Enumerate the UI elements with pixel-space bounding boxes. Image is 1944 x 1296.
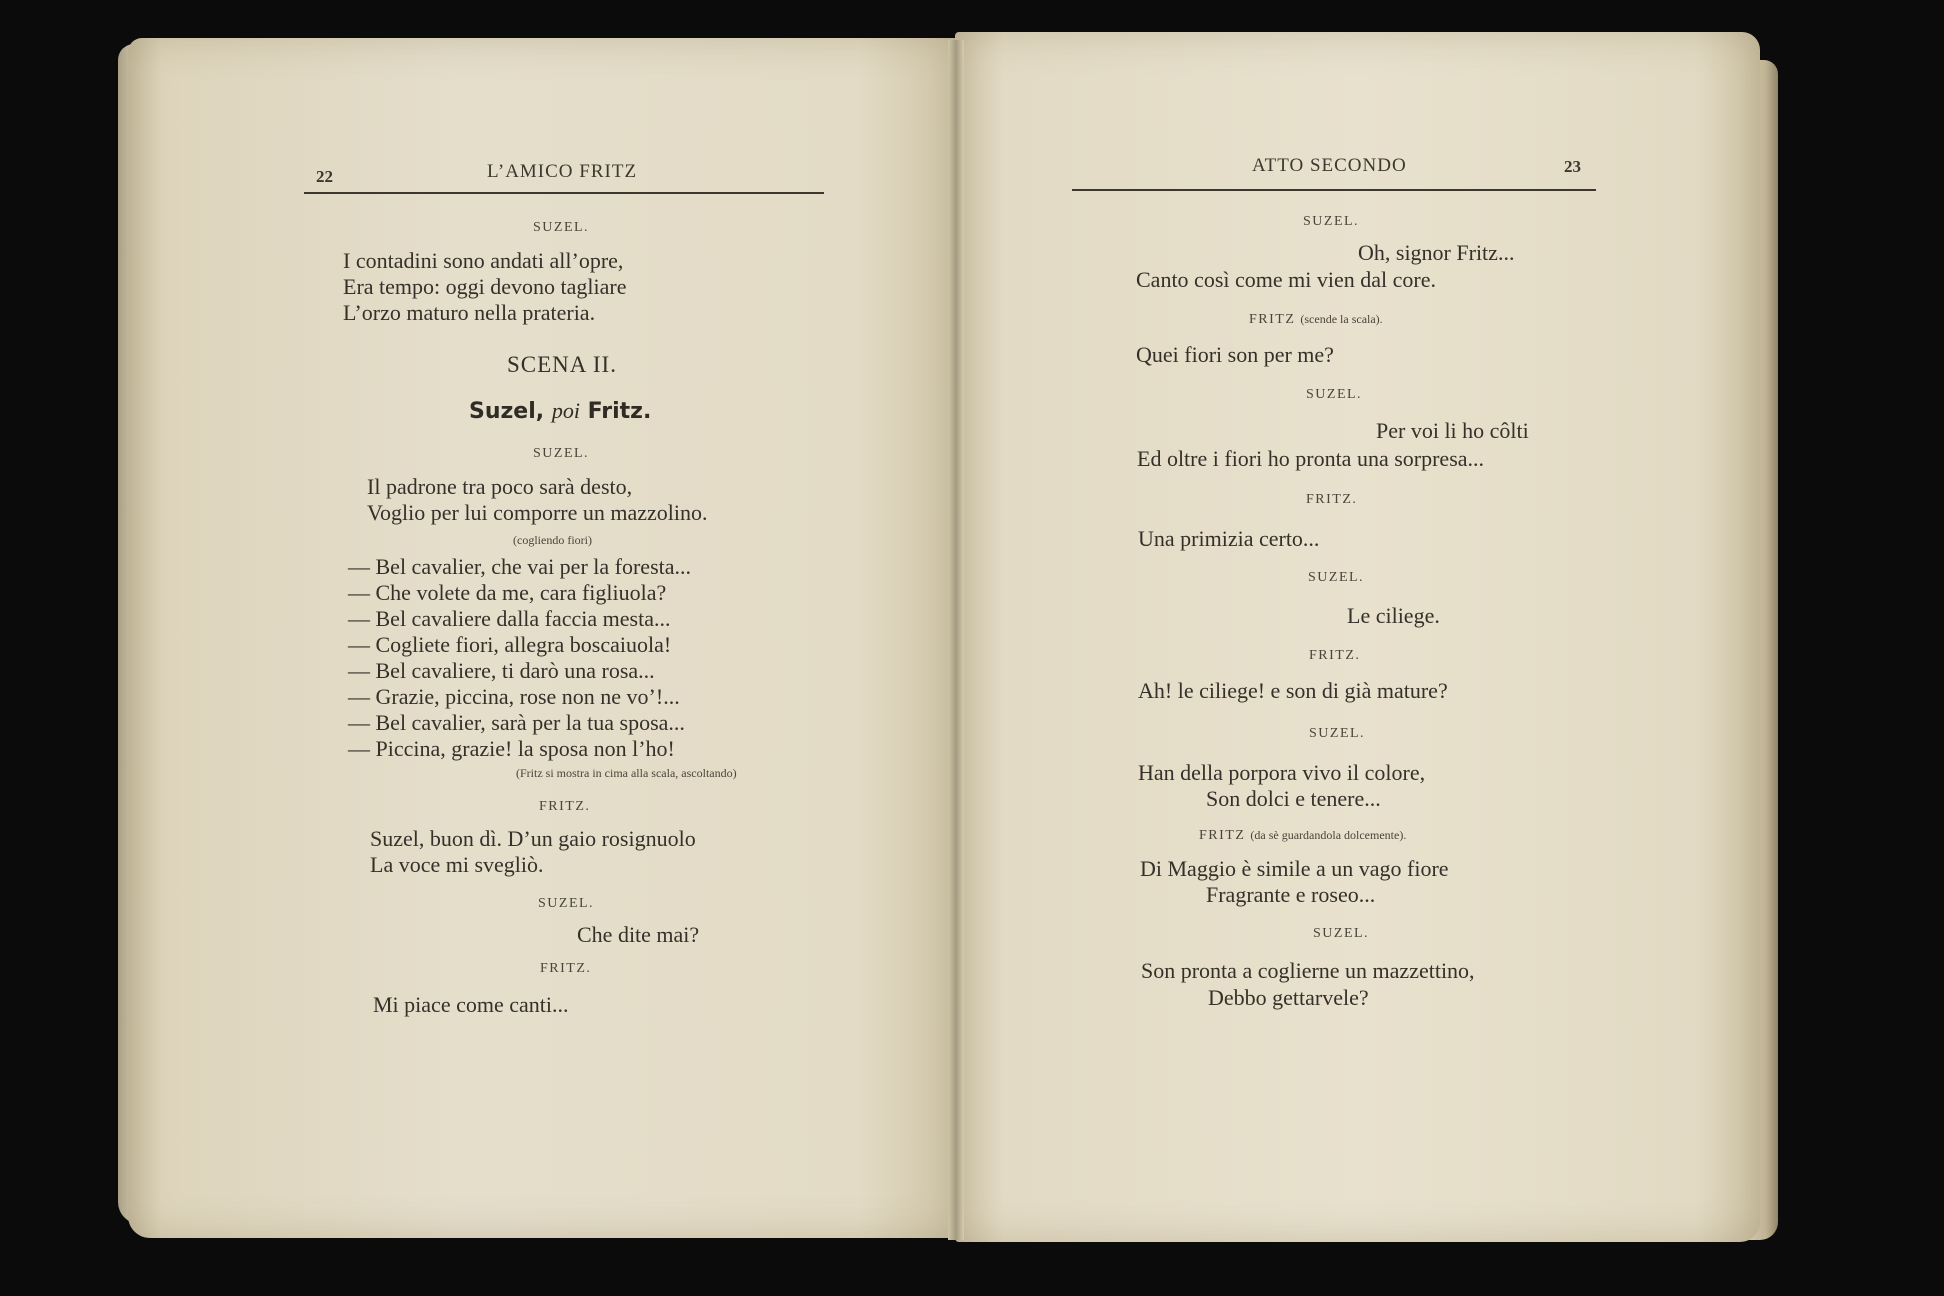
verse-line: Quei fiori son per me?: [1136, 342, 1334, 367]
stage-direction: (scende la scala).: [1300, 312, 1383, 326]
verse-line: — Bel cavalier, che vai per la foresta...: [348, 554, 692, 579]
verse-line: — Cogliete fiori, allegra boscaiuola!: [348, 632, 672, 657]
speaker-label: SUZEL.: [1313, 926, 1370, 941]
verse-line: — Bel cavaliere, ti darò una rosa...: [348, 658, 655, 683]
verse-line: Son pronta a coglierne un mazzettino,: [1141, 958, 1475, 983]
speaker-label: FRITZ.: [539, 799, 591, 814]
speaker-label: SUZEL.: [533, 220, 590, 235]
stage-direction: (da sè guardandola dolcemente).: [1250, 828, 1407, 842]
speaker-label: FRITZ.: [540, 961, 592, 976]
verse-line: La voce mi svegliò.: [370, 852, 544, 877]
speaker-name: FRITZ: [1199, 828, 1246, 843]
verse-line: Che dite mai?: [577, 922, 700, 947]
header-rule-right: [1072, 189, 1596, 191]
speaker-label: SUZEL.: [1309, 726, 1366, 741]
verse-line: Una primizia certo...: [1138, 526, 1320, 551]
verse-line: — Piccina, grazie! la sposa non l’ho!: [348, 736, 675, 761]
stage-direction: (cogliendo fiori): [513, 533, 592, 547]
speaker-name: FRITZ: [1249, 312, 1296, 327]
verse-line: — Che volete da me, cara figliuola?: [348, 580, 667, 605]
speaker-label: [1199, 828, 1406, 844]
page-number-left: 22: [316, 167, 333, 186]
verse-line: Debbo gettarvele?: [1208, 985, 1369, 1010]
verse-line: Fragrante e roseo...: [1206, 882, 1376, 907]
verse-line: Di Maggio è simile a un vago fiore: [1140, 856, 1449, 881]
verse-line: Voglio per lui comporre un mazzolino.: [367, 500, 708, 525]
verse-line: Canto così come mi vien dal core.: [1136, 267, 1436, 292]
verse-line: L’orzo maturo nella prateria.: [343, 300, 596, 325]
stage-direction: (Fritz si mostra in cima alla scala, ascoltando): [516, 766, 737, 780]
character-name: Suzel,: [469, 399, 545, 424]
speaker-label: SUZEL.: [1308, 570, 1365, 585]
speaker-label: FRITZ.: [1309, 648, 1361, 663]
speaker-label: SUZEL.: [1303, 214, 1360, 229]
verse-line: — Bel cavalier, sarà per la tua sposa...: [348, 710, 685, 735]
verse-line: Era tempo: oggi devono tagliare: [343, 274, 627, 299]
speaker-label: SUZEL.: [538, 896, 595, 911]
verse-line: I contadini sono andati all’opre,: [343, 248, 624, 273]
speaker-label: SUZEL.: [1306, 387, 1363, 402]
verse-line: Per voi li ho côlti: [1376, 418, 1529, 443]
header-rule-left: [304, 192, 824, 194]
verse-line: Ah! le ciliege! e son di già mature?: [1138, 678, 1448, 703]
speaker-label: SUZEL.: [533, 446, 590, 461]
page-number-right: 23: [1564, 157, 1581, 176]
verse-line: Son dolci e tenere...: [1206, 786, 1381, 811]
character-name: Fritz.: [587, 399, 652, 424]
verse-line: Oh, signor Fritz...: [1358, 240, 1515, 265]
running-head-right: ATTO SECONDO: [1252, 155, 1407, 176]
book-spine: [948, 40, 964, 1240]
running-head-left: L’AMICO FRITZ: [487, 161, 638, 182]
verse-line: Mi piace come canti...: [373, 992, 569, 1017]
verse-line: Le ciliege.: [1347, 603, 1440, 628]
scene-characters: [469, 398, 651, 424]
scene-heading: SCENA II.: [507, 352, 617, 377]
speaker-label: [1249, 312, 1383, 328]
verse-line: Han della porpora vivo il colore,: [1138, 760, 1426, 785]
connector-word: poi: [551, 398, 580, 423]
verse-line: Il padrone tra poco sarà desto,: [367, 474, 633, 499]
verse-line: — Bel cavaliere dalla faccia mesta...: [348, 606, 671, 631]
verse-line: — Grazie, piccina, rose non ne vo’!...: [348, 684, 680, 709]
verse-line: Ed oltre i fiori ho pronta una sorpresa...: [1137, 446, 1485, 471]
verse-line: Suzel, buon dì. D’un gaio rosignuolo: [370, 826, 696, 851]
speaker-label: FRITZ.: [1306, 492, 1358, 507]
